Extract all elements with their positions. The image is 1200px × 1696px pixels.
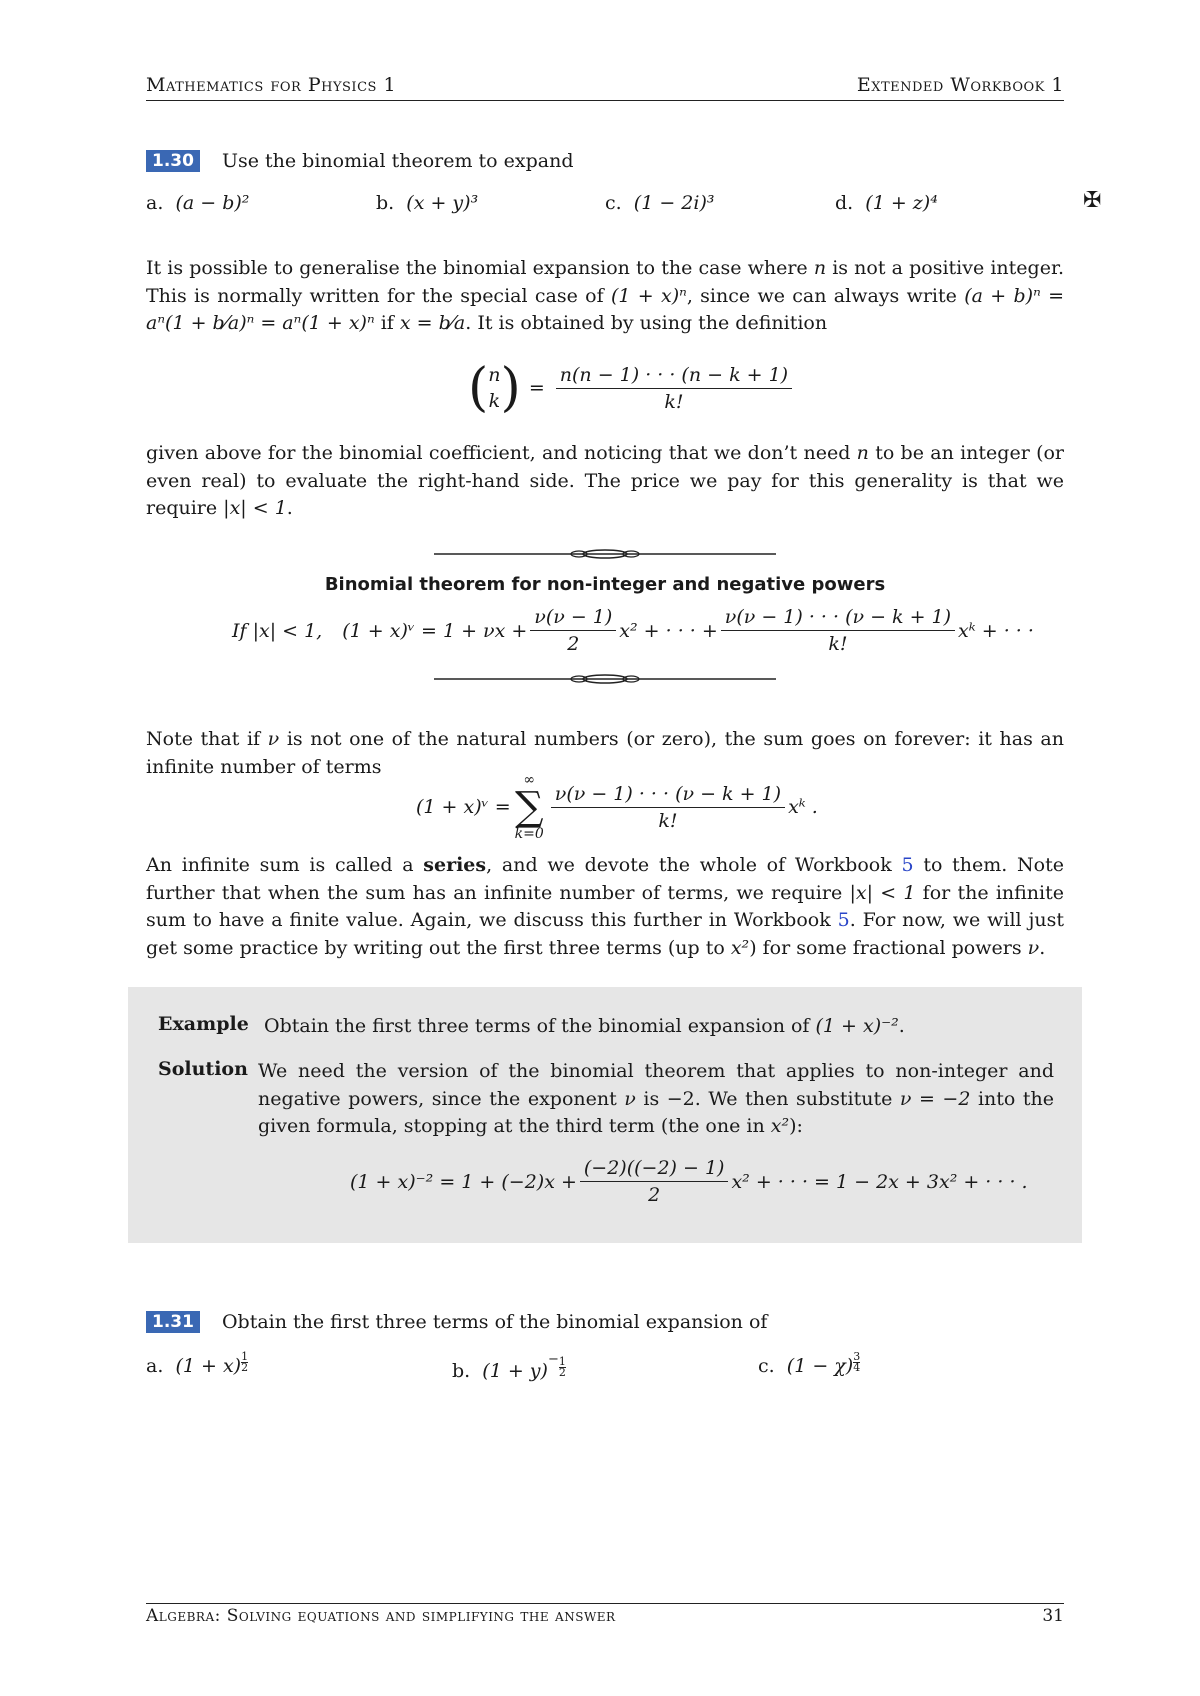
paragraph-infinite-terms: Note that if ν is not one of the natural numbers (or zero), the sum goes on forever: it has an infinite number of terms [146, 728, 1064, 778]
solution-equation: (1 + x)⁻² = 1 + (−2)x + $\frac{(-2)((-2) - 1)}{2}$ x² + · · · = 1 − 2x + 3x² + · · · . [350, 1157, 1028, 1206]
page-number: 31 [1042, 1606, 1064, 1626]
part-a: a. (1 + x) $^{\frac{1}{2}}$ [146, 1350, 249, 1377]
part-d: d. (1 + z)⁴ [835, 192, 938, 214]
workbook-link[interactable]: 5 [837, 909, 850, 931]
theorem-title: Binomial theorem for non-integer and negative powers [324, 574, 886, 595]
footer-left: Algebra: Solving equations and simplifying the answer [146, 1606, 616, 1626]
question-prompt: Use the binomial theorem to expand [221, 150, 574, 172]
part-a: a. (a − b)² [146, 192, 250, 214]
part-c: c. (1 − 2i)³ [605, 192, 715, 214]
theorem-formula: If |x| < 1, (1 + x)ᵛ = 1 + νx + $\frac{\nu(\nu - 1)}{2}$ x² + · · · + $\frac{\nu(\nu - 1) \cdot \cdot \cdot (\nu - k + 1)}{k!}$ xᵏ + · · · [232, 606, 1034, 655]
paragraph-coefficient: given above for the binomial coefficient, and noticing that we don’t need n to be an integer (or even real) to evaluate the right-hand side. The price we pay for this generality is that we require |x| < 1. [146, 442, 1065, 519]
series-equation: (1 + x)ᵛ = ∞ ∑ k=0 $\frac{\nu(\nu - 1) \cdot \cdot \cdot (\nu - k + 1)}{k!}$ xᵏ . [416, 772, 818, 842]
header-right: Extended Workbook 1 [856, 74, 1064, 96]
question-number[interactable]: 1.30 [146, 150, 200, 172]
example-label: Example [158, 1013, 249, 1035]
question-number[interactable]: 1.31 [146, 1311, 200, 1333]
example-box [128, 987, 1082, 1243]
paragraph-generalise: It is possible to generalise the binomial expansion to the case where n is not a positive integer. This is normally written for the special case of (1 + x)ⁿ, since we can always write (a + b)ⁿ = aⁿ(1 + b⁄a)ⁿ = aⁿ(1 + x)ⁿ if x = b⁄a. It is obtained by using the definition [146, 257, 1064, 334]
definition-fraction: $\frac{n(n - 1) \cdot \cdot \cdot (n - k + 1)}{k!}$ [556, 364, 792, 413]
paragraph-series: An infinite sum is called a series, and we devote the whole of Workbook 5 to them. Note further that when the sum has an infinite number of terms, we require |x| < 1 for the infinite sum to have a finite value. Again, we discuss this further in Workbook 5. For now, we will just get some practice by writing out the first three terms (up to x²) for some fractional powers ν. [146, 854, 1065, 959]
binomial-coefficient-definition: ( n k ) = $\frac{n(n - 1) \cdot \cdot \cdot (n - k + 1)}{k!}$ [468, 362, 795, 414]
header-left: Mathematics for Physics 1 [146, 74, 397, 96]
ornament-divider-top [434, 547, 776, 561]
running-header [146, 74, 1064, 101]
question-1-30 [146, 150, 574, 172]
ornament-divider-bottom [434, 672, 776, 686]
solution-label: Solution [158, 1058, 248, 1080]
part-c: c. (1 − χ) $^{\frac{3}{4}}$ [758, 1350, 861, 1377]
page [146, 0, 1064, 1696]
part-b: b. (1 + y)− $^{\frac{1}{2}}$ [452, 1352, 566, 1382]
binomial-symbol: ( n k ) [468, 358, 521, 418]
question-prompt: Obtain the first three terms of the binomial expansion of [221, 1311, 768, 1333]
sigma-symbol: ∞ ∑ k=0 [514, 772, 544, 842]
part-b: b. (x + y)³ [376, 192, 479, 214]
workbook-link[interactable]: 5 [901, 854, 914, 876]
example-question: Obtain the first three terms of the binomial expansion of (1 + x)⁻². [264, 1015, 905, 1037]
running-footer [146, 1603, 1064, 1632]
maltese-cross-icon: ✠ [1083, 188, 1102, 213]
question-1-31 [146, 1311, 767, 1333]
solution-text: We need the version of the binomial theorem that applies to non-integer and negative powers, since the exponent ν is −2. We then substitute ν = −2 into the given formula, stopping at the third term (the one in x²): [258, 1060, 1054, 1137]
